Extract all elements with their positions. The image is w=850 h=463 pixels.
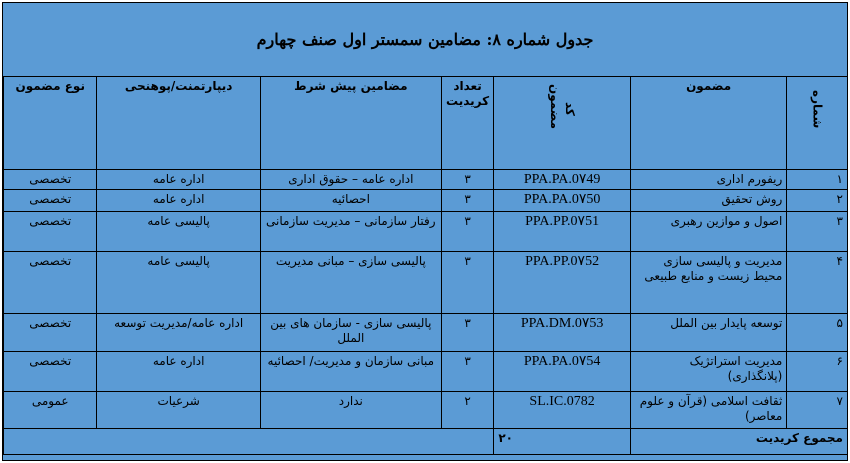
cell-type: تخصصی	[4, 212, 97, 252]
table-row	[4, 314, 848, 352]
cell-code: SL.IC.0782	[494, 392, 631, 429]
cell-type: تخصصی	[4, 190, 97, 212]
cell-type: تخصصی	[4, 352, 97, 392]
cell-subject: توسعه پایدار بین الملل	[630, 314, 786, 352]
cell-dept: شرعیات	[97, 392, 260, 429]
cell-credits: ۳	[441, 212, 494, 252]
table-row	[4, 212, 848, 252]
total-row	[4, 429, 848, 455]
header-prereq: مضامین پیش شرط	[260, 77, 441, 170]
cell-type: عمومی	[4, 392, 97, 429]
cell-credits: ۳	[441, 170, 494, 190]
header-credits: تعداد کریدیت	[441, 77, 494, 170]
header-num: شماره	[787, 77, 848, 170]
cell-prereq: مبانی سازمان و مدیریت/ احصائیه	[260, 352, 441, 392]
table-row	[4, 190, 848, 212]
subjects-table	[3, 76, 848, 455]
cell-dept: اداره عامه	[97, 352, 260, 392]
cell-prereq: پالیسی سازی – مبانی مدیریت	[260, 252, 441, 314]
cell-prereq: رفتار سازمانی – مدیریت سازمانی	[260, 212, 441, 252]
header-dept: دیپارتمنت/پوهنحی	[97, 77, 260, 170]
table-row	[4, 352, 848, 392]
cell-code: PPA.PP.0۷52	[494, 252, 631, 314]
header-type: نوع مضمون	[4, 77, 97, 170]
cell-num: ۲	[787, 190, 848, 212]
cell-type: تخصصی	[4, 252, 97, 314]
cell-code: PPA.DM.0۷53	[494, 314, 631, 352]
cell-num: ۷	[787, 392, 848, 429]
cell-prereq: اداره عامه – حقوق اداری	[260, 170, 441, 190]
cell-prereq: احصائیه	[260, 190, 441, 212]
cell-credits: ۳	[441, 352, 494, 392]
cell-prereq: پالیسی سازی - سازمان های بین الملل	[260, 314, 441, 352]
cell-dept: پالیسی عامه	[97, 212, 260, 252]
cell-type: تخصصی	[4, 314, 97, 352]
cell-code: PPA.PA.0۷50	[494, 190, 631, 212]
cell-num: ۶	[787, 352, 848, 392]
table-row	[4, 392, 848, 429]
total-value: ۲۰	[494, 429, 631, 455]
cell-code: PPA.PA.0۷54	[494, 352, 631, 392]
header-subject: مضمون	[630, 77, 786, 170]
cell-type: تخصصی	[4, 170, 97, 190]
cell-num: ۵	[787, 314, 848, 352]
cell-num: ۱	[787, 170, 848, 190]
total-label: مجموع کریدیت	[630, 429, 847, 455]
cell-subject: روش تحقیق	[630, 190, 786, 212]
cell-dept: اداره عامه/مدیریت توسعه	[97, 314, 260, 352]
cell-dept: پالیسی عامه	[97, 252, 260, 314]
cell-subject: مدیریت و پالیسی سازی محیط زیست و منابع طبیعی	[630, 252, 786, 314]
cell-credits: ۳	[441, 190, 494, 212]
header-code: کد مضمون	[494, 77, 631, 170]
cell-num: ۴	[787, 252, 848, 314]
cell-credits: ۳	[441, 314, 494, 352]
table-row	[4, 170, 848, 190]
curriculum-table-container	[2, 2, 848, 461]
cell-subject: مدیریت استراتژیک (پلانگذاری)	[630, 352, 786, 392]
cell-dept: اداره عامه	[97, 170, 260, 190]
cell-credits: ۲	[441, 392, 494, 429]
cell-num: ۳	[787, 212, 848, 252]
cell-prereq: ندارد	[260, 392, 441, 429]
cell-code: PPA.PA.0۷49	[494, 170, 631, 190]
header-row	[4, 77, 848, 170]
cell-subject: ریفورم اداری	[630, 170, 786, 190]
cell-subject: اصول و موازین رهبری	[630, 212, 786, 252]
table-row	[4, 252, 848, 314]
cell-code: PPA.PP.0۷51	[494, 212, 631, 252]
total-empty	[4, 429, 494, 455]
cell-dept: اداره عامه	[97, 190, 260, 212]
table-title: جدول شماره ۸: مضامین سمستر اول صنف چهارم	[3, 3, 847, 77]
cell-credits: ۳	[441, 252, 494, 314]
cell-subject: ثقافت اسلامی (قرآن و علوم معاصر)	[630, 392, 786, 429]
